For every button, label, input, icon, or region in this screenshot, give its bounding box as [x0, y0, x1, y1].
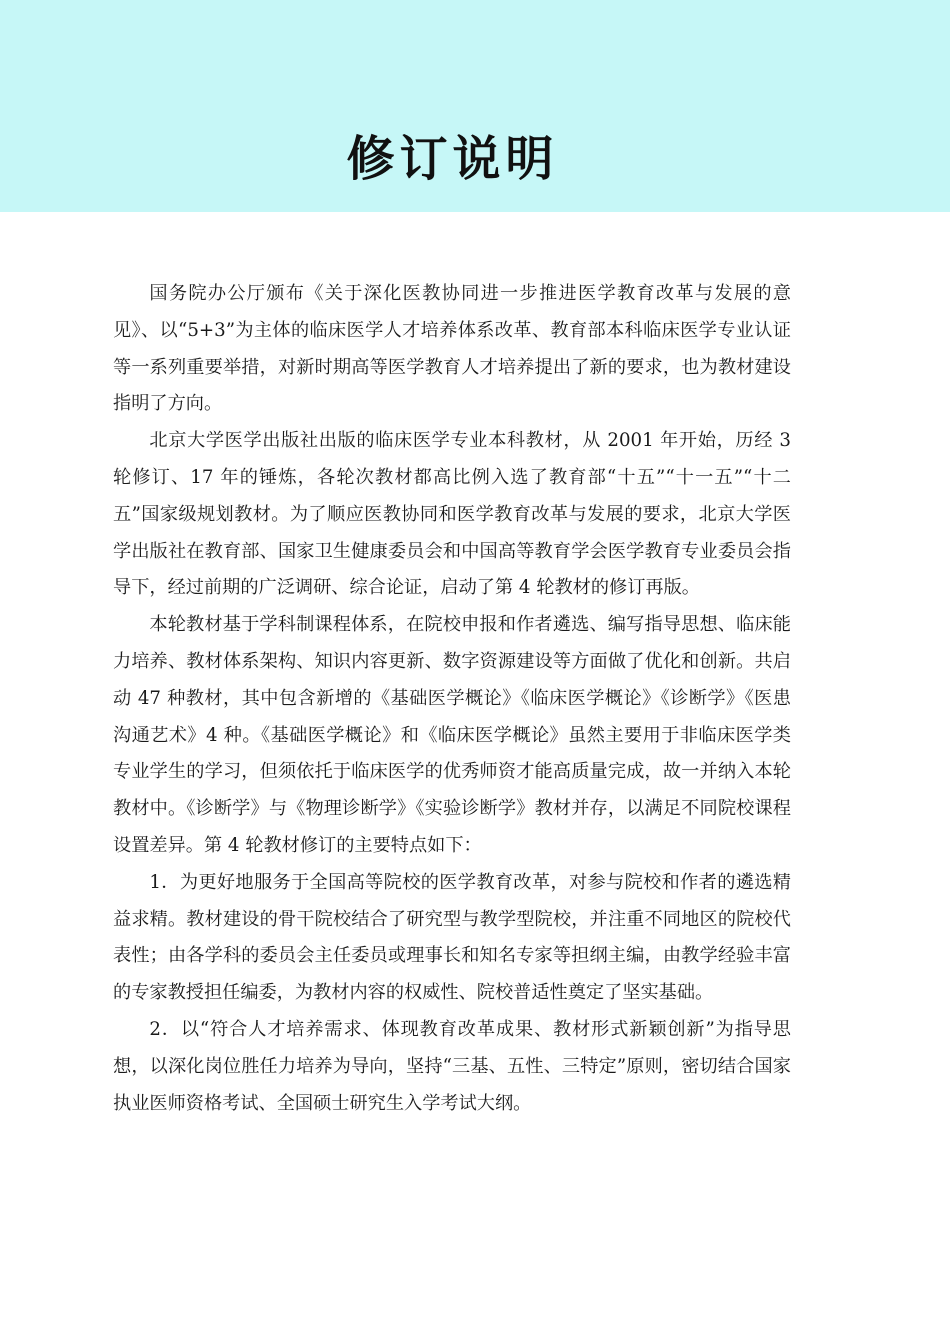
paragraph-5: 2．以“符合人才培养需求、体现教育改革成果、教材形式新颖创新”为指导思想，以深化岗位胜任力培养为导向，坚持“三基、五性、三特定”原则，密切结合国家执业医师资格考试、全国硕士研究生入学考试大纲。: [113, 1018, 791, 1114]
paragraph-4: 1．为更好地服务于全国高等院校的医学教育改革，对参与院校和作者的遴选精益求精。教材建设的骨干院校结合了研究型与教学型院校，并注重不同地区的院校代表性；由各学科的委员会主任委员或理事长和知名专家等担纲主编，由教学经验丰富的专家教授担任编委，为教材内容的权威性、院校普适性奠定了坚实基础。: [113, 871, 791, 1004]
paragraph-1: 国务院办公厅颁布《关于深化医教协同进一步推进医学教育改革与发展的意见》、以“5+3”为主体的临床医学人才培养体系改革、教育部本科临床医学专业认证等一系列重要举措，对新时期高等医学教育人才培养提出了新的要求，也为教材建设指明了方向。: [113, 283, 791, 415]
paragraph-3: 本轮教材基于学科制课程体系，在院校申报和作者遴选、编写指导思想、临床能力培养、教材体系架构、知识内容更新、数字资源建设等方面做了优化和创新。共启动 47 种教材，其中包含新增的《基础医学概论》《临床医学概论》《诊断学》《医患沟通艺术》4 种。《基础医学概论》和《临床医学概论》虽然主要用于非临床医学类专业学生的学习，但须依托于临床医学的优秀师资才能高质量完成，故一并纳入本轮教材中。《诊断学》与《物理诊断学》《实验诊断学》教材并存，以满足不同院校课程设置差异。第 4 轮教材修订的主要特点如下：: [113, 614, 791, 856]
paragraph-2: 北京大学医学出版社出版的临床医学专业本科教材，从 2001 年开始，历经 3 轮修订、17 年的锤炼，各轮次教材都高比例入选了教育部“十五”“十一五”“十二五”国家级规划教材。为了顺应医教协同和医学教育改革与发展的要求，北京大学医学出版社在教育部、国家卫生健康委员会和中国高等教育学会医学教育专业委员会指导下，经过前期的广泛调研、综合论证，启动了第 4 轮教材的修订再版。: [113, 430, 791, 599]
page-title: 修订说明: [346, 131, 559, 187]
body-text: [113, 276, 791, 1122]
